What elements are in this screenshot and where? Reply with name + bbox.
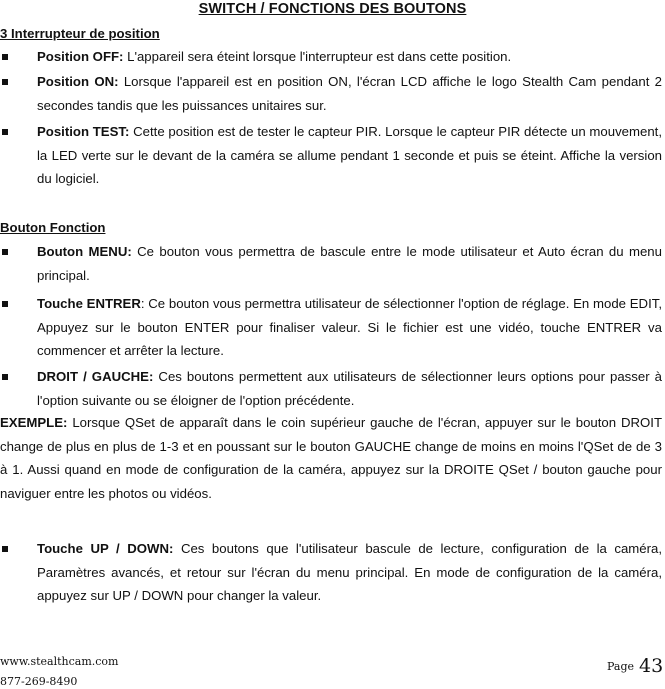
list-item-position-test (0, 120, 662, 191)
list-item-label: Position TEST: (37, 124, 130, 139)
list-item-position-off (0, 45, 662, 69)
list-item-text (37, 45, 662, 69)
footer-website: www.stealthcam.com (0, 655, 119, 668)
example-label: EXEMPLE: (0, 415, 68, 430)
bullet-icon (2, 374, 8, 380)
bullet-icon (2, 79, 8, 85)
footer-phone: 877-269-8490 (0, 675, 78, 688)
example-paragraph (0, 411, 662, 505)
page-title: SWITCH / FONCTIONS DES BOUTONS (198, 1, 467, 17)
list-item-description: Lorsque l'appareil est en position ON, l'écran LCD affiche le logo Stealth Cam pendant 2 secondes tandis que les puissances unitaires sur. (37, 74, 663, 113)
bullet-icon (2, 301, 8, 307)
list-item-up-down-buttons (0, 537, 662, 608)
list-item-description: Ces boutons que l'utilisateur bascule de lecture, configuration de la caméra, Paramètres avancés, et retour sur l'écran du menu principal. En mode de configuration de la caméra, appuyez sur UP / DOWN pour changer la valeur. (37, 541, 662, 603)
footer-page-number: 43 (639, 655, 664, 677)
list-item-text (37, 240, 662, 287)
list-item-label: Touche ENTRER (37, 296, 141, 311)
bullet-icon (2, 129, 8, 135)
section-heading-position-switch: 3 Interrupteur de position (0, 26, 160, 41)
list-item-description: L'appareil sera éteint lorsque l'interrupteur est dans cette position. (127, 49, 512, 64)
list-item-description: Cette position est de tester le capteur PIR. Lorsque le capteur PIR détecte un mouvement, la LED verte sur le devant de la caméra se allume pendant 1 seconde et puis se éteint. Affiche la version du logiciel. (37, 124, 662, 186)
list-item-menu-button (0, 240, 662, 287)
bullet-icon (2, 54, 8, 60)
list-item-label: Bouton MENU: (37, 244, 132, 259)
section-heading-button-function: Bouton Fonction (0, 220, 106, 235)
list-item-text (37, 70, 662, 117)
list-item-description: Ce bouton vous permettra de bascule entre le mode utilisateur et Auto écran du menu principal. (37, 244, 662, 283)
list-item-right-left-buttons (0, 365, 662, 412)
list-item-text (37, 365, 662, 412)
bullet-icon (2, 546, 8, 552)
list-item-text (37, 292, 662, 363)
list-item-label: Position OFF: (37, 49, 124, 64)
list-item-description: Ces boutons permettent aux utilisateurs de sélectionner leurs options pour passer à l'option suivante ou se éloigner de l'option précédente. (37, 369, 662, 408)
example-text: Lorsque QSet de apparaît dans le coin supérieur gauche de l'écran, appuyer sur le bouton DROIT change de plus en plus de 1-3 et en poussant sur le bouton GAUCHE change de moins en moins l'QSet de de 3 à 1. Aussi quand en mode de configuration de la caméra, appuyez sur la DROITE QSet / bouton gauche pour naviguer entre les photos ou vidéos. (0, 415, 662, 501)
bullet-icon (2, 249, 8, 255)
footer-page-label: Page (607, 660, 635, 673)
list-item-text (37, 537, 662, 608)
list-item-label: Position ON: (37, 74, 119, 89)
list-item-label: Touche UP / DOWN: (37, 541, 174, 556)
list-item-label: DROIT / GAUCHE: (37, 369, 154, 384)
list-item-description: : Ce bouton vous permettra utilisateur de sélectionner l'option de réglage. En mode EDIT, Appuyez sur le bouton ENTER pour finaliser valeur. Si le fichier est une vidéo, touche ENTRER va commencer et arrêter la lecture. (37, 296, 662, 358)
list-item-text (37, 120, 662, 191)
list-item-position-on (0, 70, 662, 117)
list-item-enter-button (0, 292, 662, 363)
